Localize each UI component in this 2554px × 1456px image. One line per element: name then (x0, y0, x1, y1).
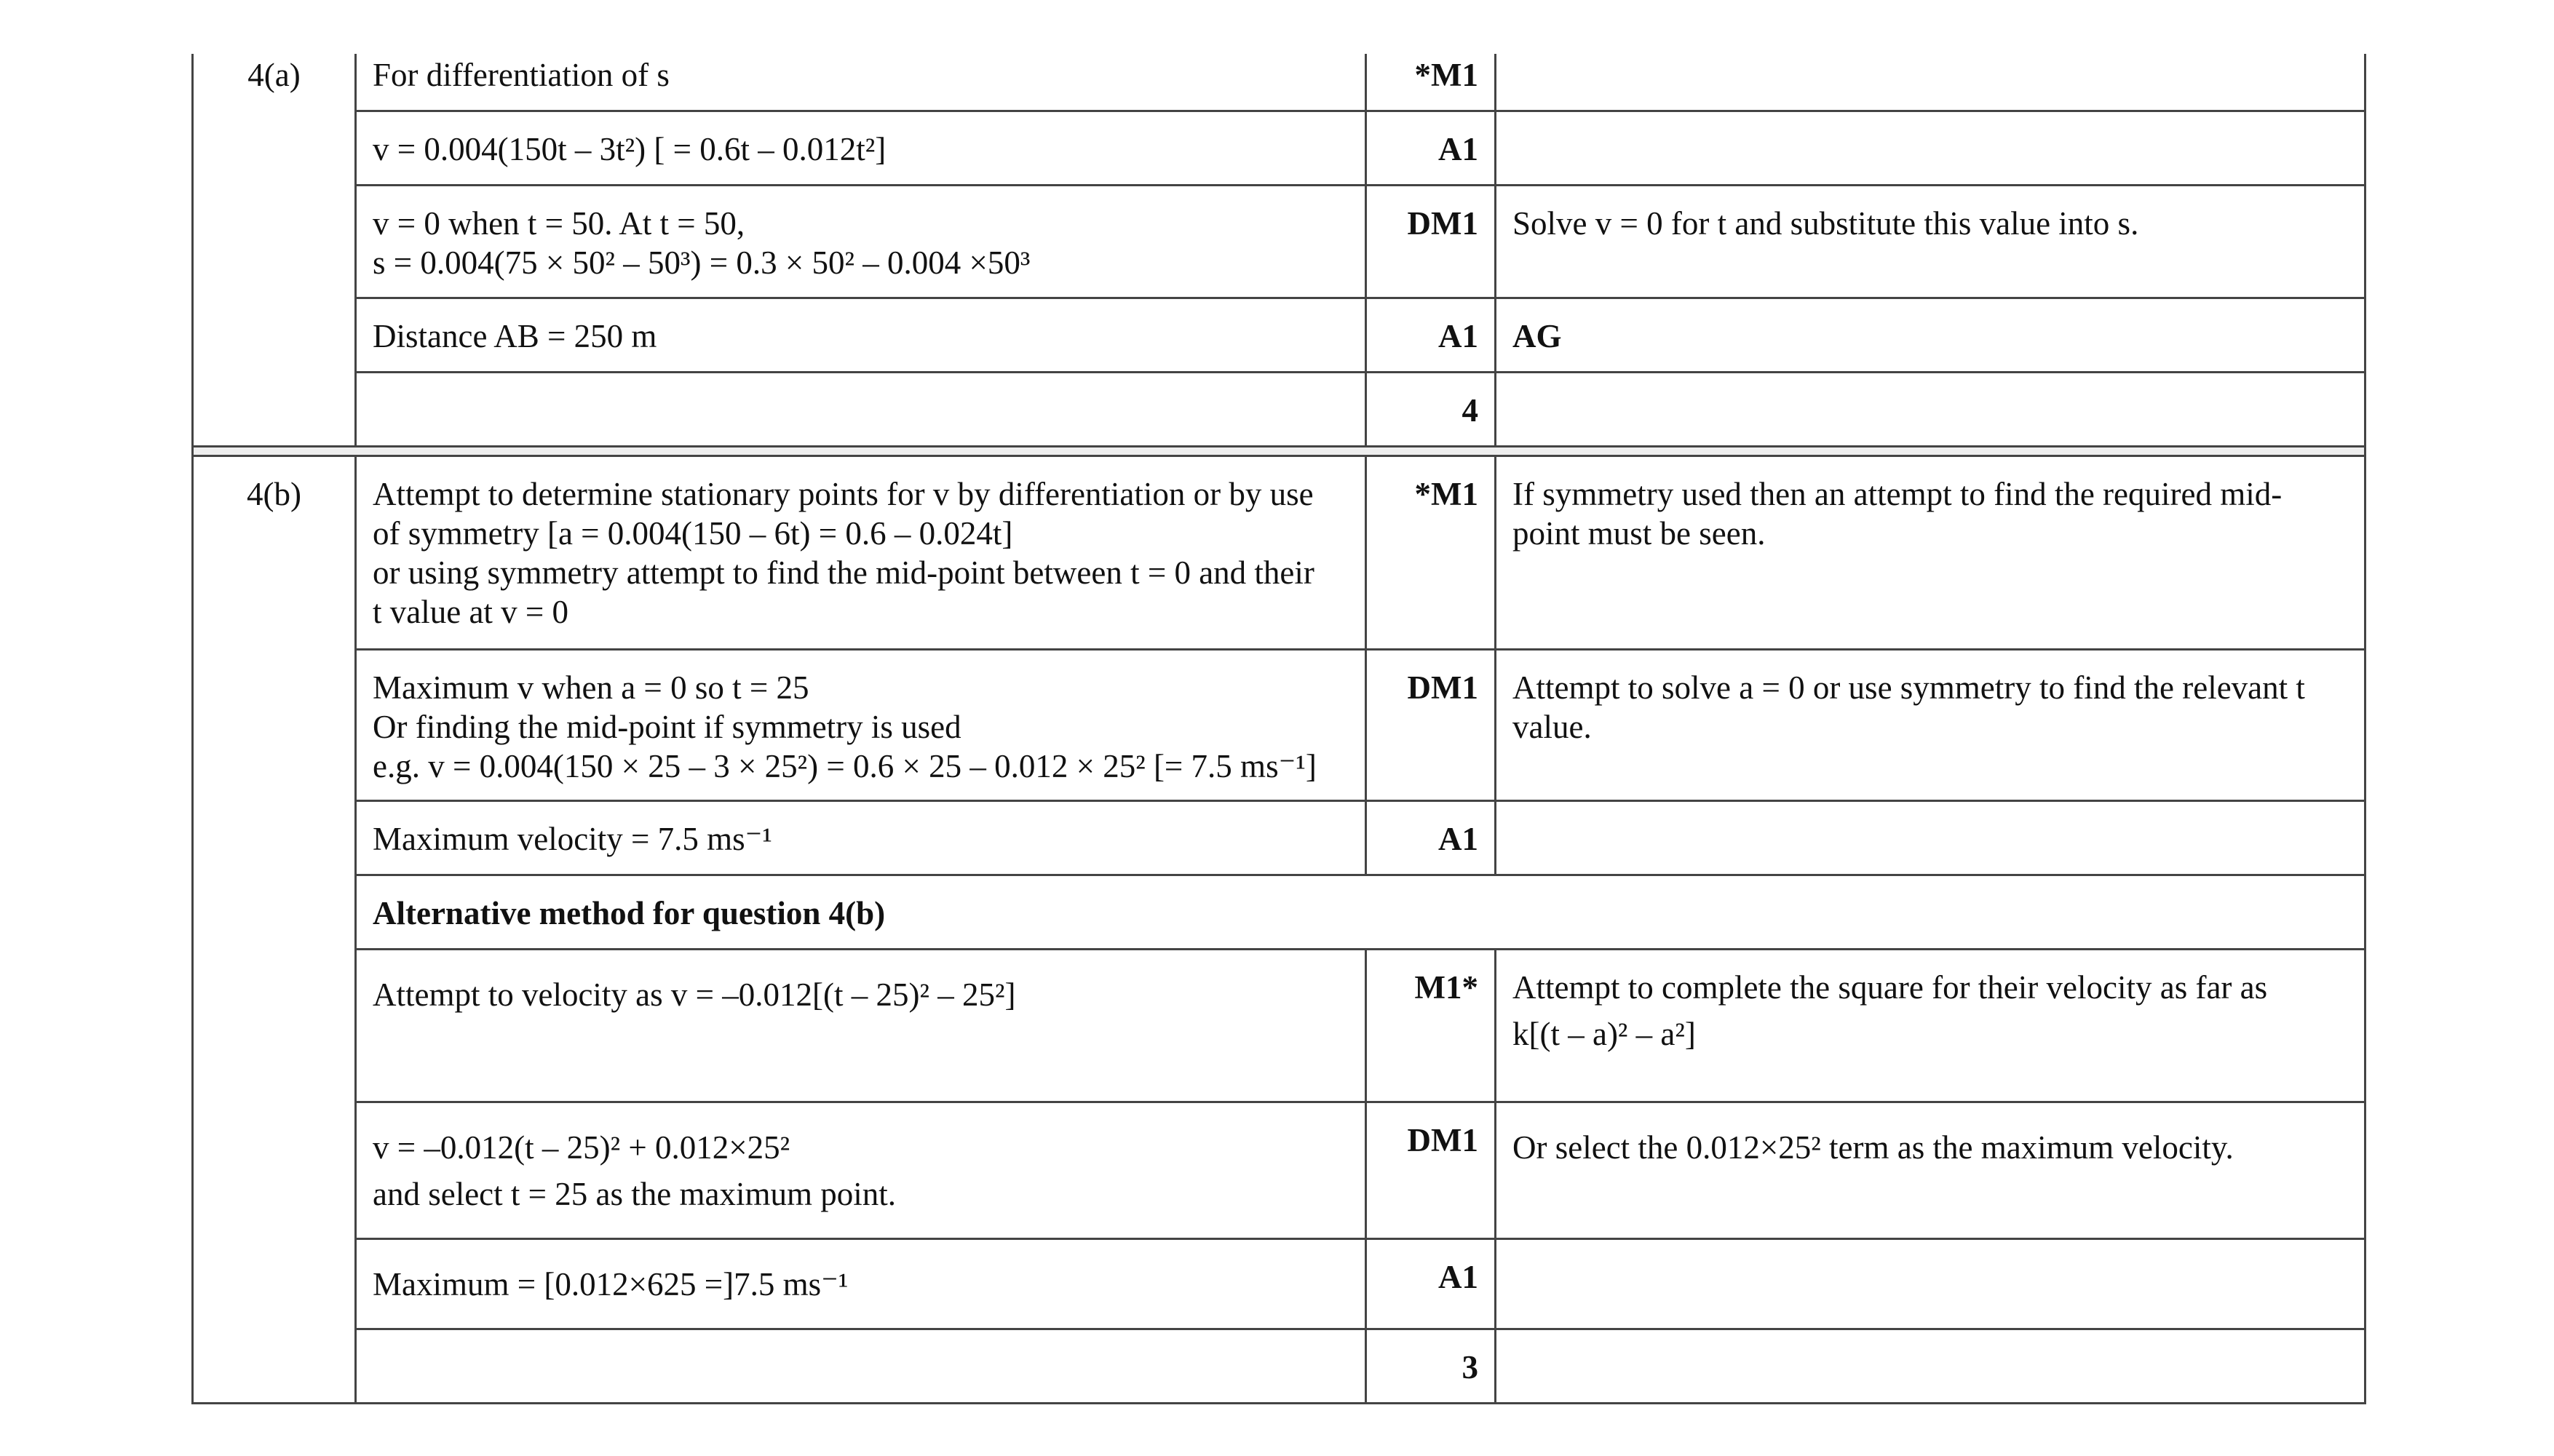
mark-cell: M1* (1366, 949, 1496, 1102)
answer-line: t value at v = 0 (373, 593, 569, 630)
answer-line: Maximum velocity = 7.5 ms⁻¹ (373, 820, 772, 857)
guidance-cell (1496, 649, 2365, 800)
answer-cell (356, 298, 1366, 372)
guidance-cell (1496, 111, 2365, 185)
mark-total: 4 (1366, 372, 1496, 446)
guidance-cell (1496, 949, 2365, 1102)
mark-cell: A1 (1366, 1238, 1496, 1329)
answer-cell (356, 800, 1366, 875)
mark-cell: DM1 (1366, 1102, 1496, 1238)
guidance-line: Attempt to complete the square for their velocity as far as (1512, 968, 2268, 1006)
answer-cell (356, 949, 1366, 1102)
answer-line: Distance AB = 250 m (373, 317, 657, 354)
guidance-cell: Solve v = 0 for t and substitute this value into s. (1496, 185, 2365, 298)
mark-total: 3 (1366, 1329, 1496, 1403)
answer-line: v = –0.012(t – 25)² + 0.012×25² (373, 1129, 790, 1166)
answer-cell (356, 1329, 1366, 1403)
answer-cell (356, 111, 1366, 185)
answer-line: s = 0.004(75 × 50² – 50³) = 0.3 × 50² – 0.004 ×50³ (373, 244, 1031, 281)
guidance-line: value. (1512, 708, 1592, 745)
table-row (193, 1238, 2365, 1329)
guidance-cell (1496, 1238, 2365, 1329)
alternative-heading-text: Alternative method for question 4(b) (373, 894, 886, 931)
answer-line: Maximum = [0.012×625 =]7.5 ms⁻¹ (373, 1265, 849, 1302)
answer-cell (356, 1102, 1366, 1238)
table-row (193, 1329, 2365, 1403)
answer-cell (356, 185, 1366, 298)
guidance-cell (1496, 372, 2365, 446)
mark-cell: A1 (1366, 298, 1496, 372)
guidance-cell: AG (1496, 298, 2365, 372)
answer-line: and select t = 25 as the maximum point. (373, 1175, 896, 1212)
mark-cell: *M1 (1366, 54, 1496, 111)
guidance-cell (1496, 1329, 2365, 1403)
mark-cell: DM1 (1366, 649, 1496, 800)
guidance-line: Attempt to solve a = 0 or use symmetry to find the relevant t (1512, 669, 2305, 706)
answer-line: Attempt to velocity as v = –0.012[(t – 25)² – 25²] (373, 976, 1016, 1013)
table-row (193, 54, 2365, 111)
answer-cell (356, 456, 1366, 649)
answer-cell (356, 1238, 1366, 1329)
mark-cell: A1 (1366, 800, 1496, 875)
guidance-cell (1496, 54, 2365, 111)
mark-cell: *M1 (1366, 456, 1496, 649)
mark-cell: A1 (1366, 111, 1496, 185)
guidance-cell (1496, 800, 2365, 875)
answer-line: v = 0 when t = 50. At t = 50, (373, 204, 745, 242)
section-divider (193, 446, 2365, 456)
answer-cell (356, 372, 1366, 446)
guidance-line: k[(t – a)² – a²] (1512, 1015, 1696, 1052)
answer-line: of symmetry [a = 0.004(150 – 6t) = 0.6 – 0.024t] (373, 514, 1013, 552)
answer-line: Maximum v when a = 0 so t = 25 (373, 669, 809, 706)
table-row (193, 456, 2365, 649)
answer-cell (356, 649, 1366, 800)
answer-line: or using symmetry attempt to find the mid-point between t = 0 and their (373, 554, 1314, 591)
question-label-4b: 4(b) (193, 456, 356, 1403)
table-row (193, 111, 2365, 185)
guidance-cell: Or select the 0.012×25² term as the maximum velocity. (1496, 1102, 2365, 1238)
table-row (193, 649, 2365, 800)
guidance-line: point must be seen. (1512, 514, 1766, 552)
table-row (193, 875, 2365, 949)
mark-scheme-table (191, 54, 2366, 1404)
mark-scheme-sheet (191, 54, 2364, 1404)
table-row (193, 800, 2365, 875)
guidance-line: If symmetry used then an attempt to find the required mid- (1512, 475, 2283, 512)
guidance-cell (1496, 456, 2365, 649)
answer-line: For differentiation of s (373, 57, 670, 93)
answer-cell (356, 54, 1366, 111)
table-row (193, 185, 2365, 298)
mark-cell: DM1 (1366, 185, 1496, 298)
table-row (193, 298, 2365, 372)
answer-line: Or finding the mid-point if symmetry is used (373, 708, 961, 745)
answer-line: e.g. v = 0.004(150 × 25 – 3 × 25²) = 0.6 × 25 – 0.012 × 25² [= 7.5 ms⁻¹] (373, 747, 1317, 784)
table-row (193, 372, 2365, 446)
answer-line: v = 0.004(150t – 3t²) [ = 0.6t – 0.012t²] (373, 130, 887, 167)
table-row (193, 1102, 2365, 1238)
question-label-4a: 4(a) (193, 54, 356, 446)
answer-line: Attempt to determine stationary points for v by differentiation or by use (373, 475, 1314, 512)
table-row (193, 949, 2365, 1102)
alternative-method-heading (356, 875, 2365, 949)
